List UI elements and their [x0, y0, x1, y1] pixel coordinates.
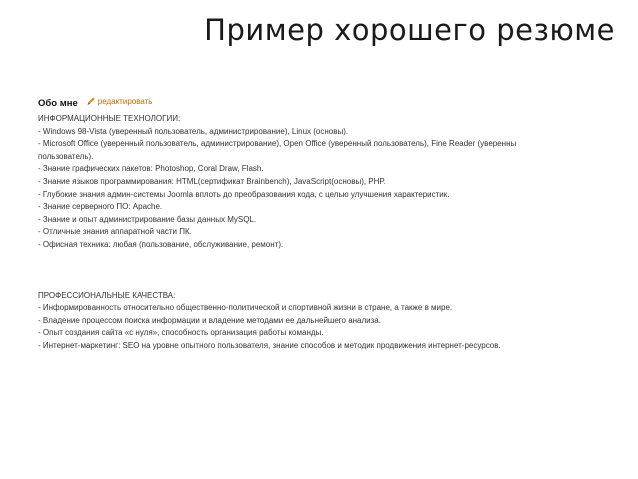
slide-title: Пример хорошего резюме	[204, 13, 615, 47]
list-item: - Знание серверного ПО: Apache.	[38, 202, 163, 212]
list-item: - Владение процессом поиска информации и владение методами ее дальнейшего анализа.	[38, 315, 381, 325]
list-item: - Информированность относительно общественно-политической и спортивной жизни в стране, а также в мире.	[38, 303, 453, 313]
about-header	[38, 96, 628, 112]
resume-about-block	[38, 96, 628, 353]
list-item: - Опыт создания сайта «с нуля», способность организация работы команды.	[38, 328, 324, 338]
list-item: - Офисная техника: любая (пользование, обслуживание, ремонт).	[38, 239, 284, 249]
list-item: - Интернет-маркетинг: SEO на уровне опытного пользователя, знание способов и методик продвижения интернет-ресурсов.	[38, 340, 501, 350]
list-item: - Знание и опыт администрирование базы данных MySQL.	[38, 214, 257, 224]
list-item: - Microsoft Office (уверенный пользователь, администрирование), Open Office (уверенный пользователь), Fine Reader (уверенны	[38, 139, 517, 149]
it-section-list	[38, 126, 628, 252]
edit-link[interactable]	[86, 96, 153, 106]
list-item: - Отличные знания аппаратной части ПК.	[38, 227, 192, 237]
list-item: - Знание графических пакетов: Photoshop, Coral Draw, Flash.	[38, 164, 264, 174]
it-section-heading: ИНФОРМАЦИОННЫЕ ТЕХНОЛОГИИ:	[38, 114, 181, 123]
list-item: - Знание языков программирования: HTML(сертификат Brainbench), JavaScript(основы), PHP.	[38, 176, 386, 186]
list-item: пользователь).	[38, 151, 94, 161]
prof-section-heading: ПРОФЕССИОНАЛЬНЫЕ КАЧЕСТВА:	[38, 290, 176, 300]
about-title: Обо мне	[38, 98, 78, 109]
pencil-icon	[86, 96, 96, 106]
prof-section-list	[38, 302, 628, 352]
list-item: - Windows 98-Vista (уверенный пользователь, администрирование), Linux (основы).	[38, 126, 349, 136]
edit-label: редактировать	[97, 96, 153, 106]
list-item: - Глубокие знания админ-системы Joomla вплоть до преобразования кода, с целью улучшения характеристик.	[38, 189, 450, 199]
